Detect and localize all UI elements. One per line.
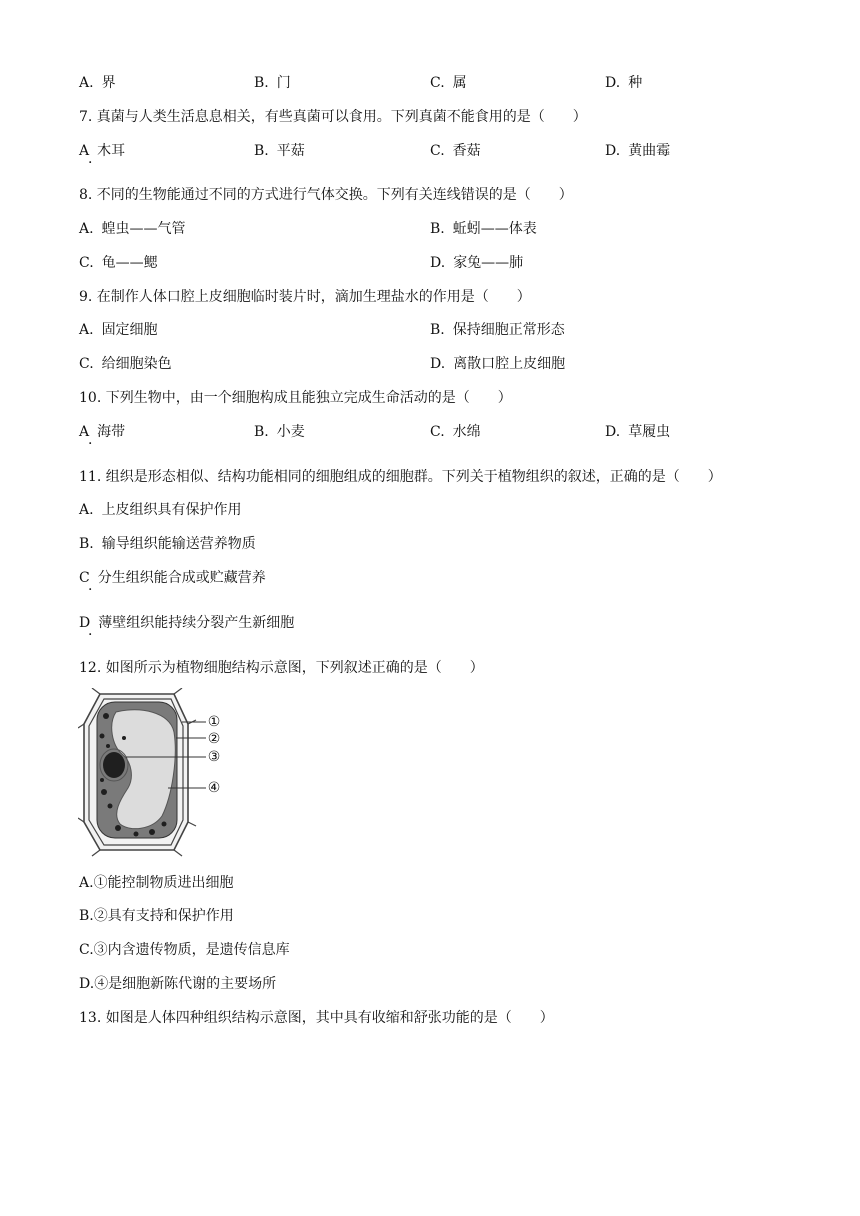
q8-option-a: A. 蝗虫——气管 bbox=[79, 221, 186, 237]
q11-option-b: B. 输导组织能输送营养物质 bbox=[79, 536, 256, 552]
q10-option-b: B. 小麦 bbox=[254, 424, 305, 440]
q9-stem: 9. 在制作人体口腔上皮细胞临时装片时，滴加生理盐水的作用是（ ） bbox=[79, 289, 531, 305]
q12-stem: 12. 如图所示为植物细胞结构示意图，下列叙述正确的是（ ） bbox=[79, 660, 484, 676]
q12-option-c: C.③内含遗传物质，是遗传信息库 bbox=[79, 942, 290, 958]
plant-cell-diagram bbox=[78, 688, 238, 858]
q7-stem: 7. 真菌与人类生活息息相关，有些真菌可以食用。下列真菌不能食用的是（ ） bbox=[79, 109, 587, 125]
q9-option-d: D. 离散口腔上皮细胞 bbox=[430, 356, 566, 372]
q10-option-a: A · 海带 bbox=[79, 422, 125, 442]
callout-num-2: ② bbox=[207, 731, 221, 747]
q11-option-c: C · 分生组织能合成或贮藏营养 bbox=[79, 568, 266, 588]
nucleus bbox=[103, 752, 125, 778]
q11-option-a: A. 上皮组织具有保护作用 bbox=[79, 502, 242, 518]
callout-num-4: ④ bbox=[207, 780, 221, 796]
q11-option-d: D · 薄壁组织能持续分裂产生新细胞 bbox=[79, 613, 294, 633]
q10-option-d: D. 草履虫 bbox=[605, 424, 671, 440]
q7-option-a: A · 木耳 bbox=[79, 141, 125, 161]
q6-option-c: C. 属 bbox=[430, 75, 467, 91]
q11-stem: 11. 组织是形态相似、结构功能相同的细胞组成的细胞群。下列关于植物组织的叙述，正确的是（ ） bbox=[79, 469, 722, 485]
q7-option-d: D. 黄曲霉 bbox=[605, 143, 671, 159]
q8-option-b: B. 蚯蚓——体表 bbox=[430, 221, 537, 237]
q8-option-c: C. 龟——鳃 bbox=[79, 255, 158, 271]
q10-option-c: C. 水绵 bbox=[430, 424, 481, 440]
q6-option-d: D. 种 bbox=[605, 75, 643, 91]
callout-num-3: ③ bbox=[207, 749, 221, 765]
q12-option-a: A.①能控制物质进出细胞 bbox=[79, 875, 234, 891]
q6-option-b: B. 门 bbox=[254, 75, 291, 91]
q12-option-d: D.④是细胞新陈代谢的主要场所 bbox=[79, 976, 277, 992]
q8-option-d: D. 家兔——肺 bbox=[430, 255, 524, 271]
q9-option-c: C. 给细胞染色 bbox=[79, 356, 172, 372]
q10-stem: 10. 下列生物中，由一个细胞构成且能独立完成生命活动的是（ ） bbox=[79, 390, 512, 406]
q7-option-b: B. 平菇 bbox=[254, 143, 305, 159]
callout-num-1: ① bbox=[207, 714, 221, 730]
q13-stem: 13. 如图是人体四种组织结构示意图，其中具有收缩和舒张功能的是（ ） bbox=[79, 1010, 554, 1026]
q9-option-b: B. 保持细胞正常形态 bbox=[430, 322, 565, 338]
q6-option-a: A. 界 bbox=[79, 75, 116, 91]
q9-option-a: A. 固定细胞 bbox=[79, 322, 158, 338]
q8-stem: 8. 不同的生物能通过不同的方式进行气体交换。下列有关连线错误的是（ ） bbox=[79, 187, 573, 203]
q7-option-c: C. 香菇 bbox=[430, 143, 481, 159]
q12-option-b: B.②具有支持和保护作用 bbox=[79, 908, 234, 924]
